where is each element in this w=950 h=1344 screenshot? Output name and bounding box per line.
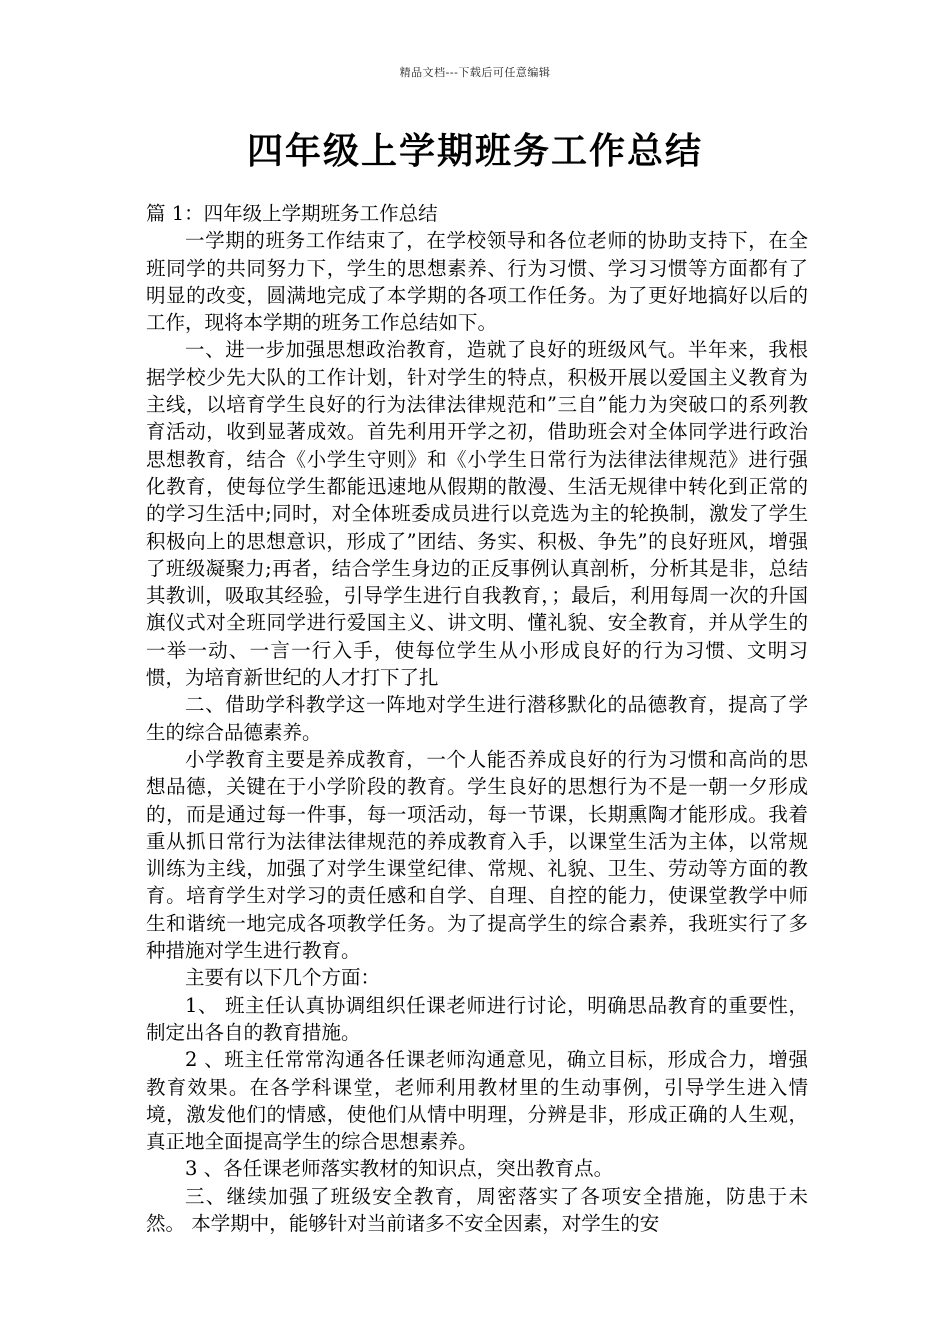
list-item-3: 3 、各任课老师落实教材的知识点，突出教育点。 xyxy=(185,1157,614,1181)
paragraph-point-two: 二、借助学科教学这一阵地对学生进行潜移默化的品德教育，提高了学生的综合品德素养。 xyxy=(146,693,808,744)
list-item-2: 2 、班主任常常沟通各任课老师沟通意见，确立目标，形成合力，增强教育效果。在各学科课堂，老师利用教材里的生动事例，引导学生进入情境，激发他们的情感，使他们从情中明理，分辨是非，形成正确的人生观，真正地全面提高学生的综合思想素养。 xyxy=(146,1048,808,1154)
document-body xyxy=(146,200,808,1237)
paragraph-point-one: 一、进一步加强思想政治教育，造就了良好的班级风气。半年来，我根据学校少先大队的工作计划，针对学生的特点，积极开展以爱国主义教育为主线，以培育学生良好的行为法律法律规范和”三自”能力为突破口的系列教育活动，收到显著成效。首先利用开学之初，借助班会对全体同学进行政治思想教育，结合《小学生守则》和《小学生日常行为法律法律规范》进行强化教育，使每位学生都能迅速地从假期的散漫、生活无规律中转化到正常的的学习生活中;同时，对全体班委成员进行以竞选为主的轮换制，激发了学生积极向上的思想意识，形成了”团结、务实、积极、争先”的良好班风，增强了班级凝聚力;再者，结合学生身边的正反事例认真剖析，分析其是非，总结其教训，吸取其经验，引导学生进行自我教育，；最后，利用每周一次的升国旗仪式对全班同学进行爱国主义、讲文明、懂礼貌、安全教育，并从学生的一举一动、一言一行入手，使每位学生从小形成良好的行为习惯、文明习惯，为培育新世纪的人才打下了扎 xyxy=(146,338,808,690)
document-title: 四年级上学期班务工作总结 xyxy=(246,131,703,172)
paragraph-habit-education: 小学教育主要是养成教育，一个人能否养成良好的行为习惯和高尚的思想品德，关键在于小学阶段的教育。学生良好的思想行为不是一朝一夕形成的，而是通过每一件事，每一项活动，每一节课，长期熏陶才能形成。我着重从抓日常行为法律法律规范的养成教育入手，以课堂生活为主体，以常规训练为主线，加强了对学生课堂纪律、常规、礼貌、卫生、劳动等方面的教育。培育学生对学习的责任感和自学、自理、自控的能力，使课堂教学中师生和谐统一地完成各项教学任务。为了提高学生的综合素养，我班实行了多种措施对学生进行教育。 xyxy=(146,747,808,963)
list-item-1: 1、 班主任认真协调组织任课老师进行讨论，明确思品教育的重要性，制定出各自的教育措施。 xyxy=(146,993,808,1044)
paragraph-point-three: 三、继续加强了班级安全教育，周密落实了各项安全措施，防患于未然。 本学期中，能够针对当前诸多不安全因素，对学生的安 xyxy=(146,1184,808,1235)
paragraph-intro: 一学期的班务工作结束了，在学校领导和各位老师的协助支持下，在全班同学的共同努力下，学生的思想素养、行为习惯、学习习惯等方面都有了明显的改变，圆满地完成了本学期的各项工作任务。为了更好地搞好以后的工作，现将本学期的班务工作总结如下。 xyxy=(146,229,808,335)
header-note: 精品文档---下载后可任意编辑 xyxy=(399,66,551,79)
paragraph-aspects-intro: 主要有以下几个方面： xyxy=(185,966,381,990)
section-heading: 篇 1：四年级上学期班务工作总结 xyxy=(146,202,438,225)
